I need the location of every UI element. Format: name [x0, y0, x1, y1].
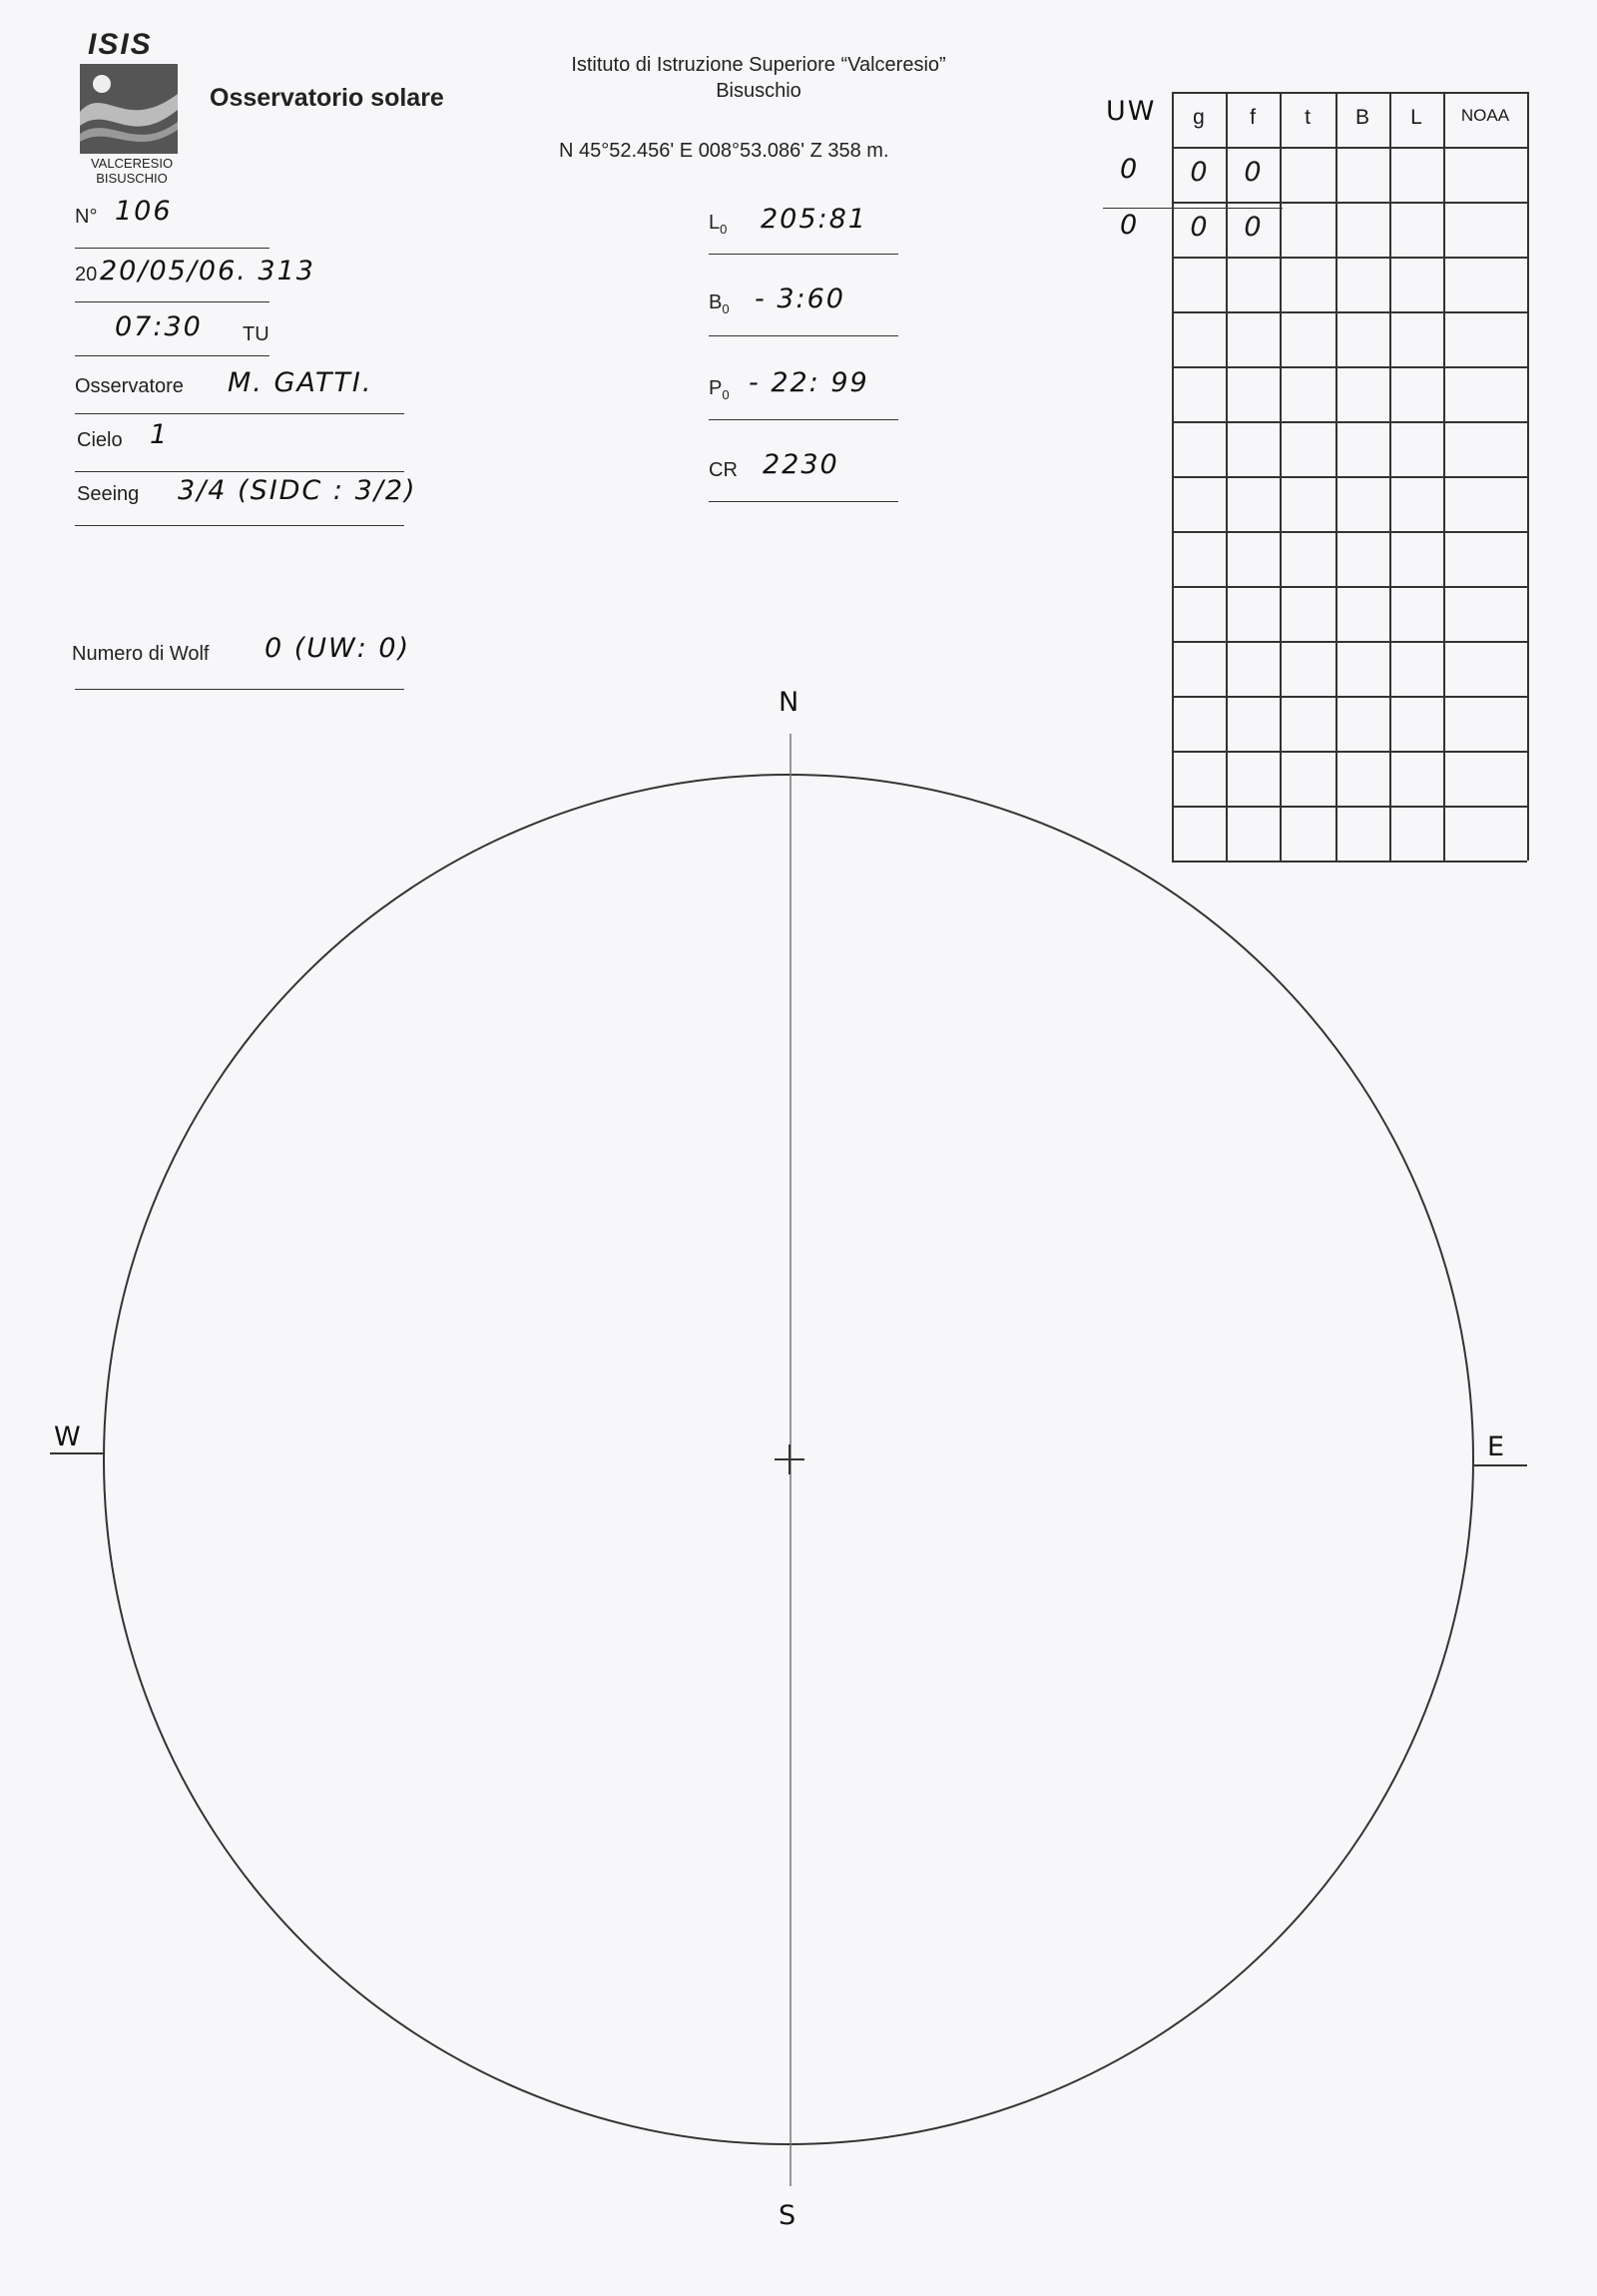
table-header-cell: g: [1193, 106, 1205, 129]
table-cell: 0: [1244, 157, 1262, 188]
table-cell: 0: [1190, 212, 1208, 243]
north-label: N: [779, 687, 801, 718]
uw-header: UW: [1106, 96, 1157, 127]
cr-label: CR: [709, 459, 738, 481]
wolf-label: Numero di Wolf: [72, 643, 210, 665]
observer-label: Osservatore: [75, 375, 184, 397]
institute-name: Istituto di Istruzione Superiore “Valceresio”: [571, 54, 946, 76]
seeing-value: 3/4 (SIDC : 3/2): [178, 475, 417, 506]
logo-text: ISIS: [88, 28, 153, 61]
p0-value: - 22: 99: [749, 367, 869, 398]
table-cell: 0: [1244, 212, 1262, 243]
time-value: 07:30: [115, 311, 203, 342]
date-value: 20/05/06. 313: [100, 256, 315, 287]
seeing-label: Seeing: [77, 483, 140, 505]
p0-label: $P_0$: [709, 377, 730, 402]
logo-line-2: BISUSCHIO: [96, 171, 168, 186]
table-cell: 0: [1190, 157, 1208, 188]
table-header-cell: L: [1410, 106, 1422, 129]
l0-value: 205:81: [761, 204, 867, 235]
table-header-cell: f: [1250, 106, 1256, 129]
east-label: E: [1487, 1432, 1507, 1462]
table-header-cell: NOAA: [1460, 106, 1510, 125]
number-value: 106: [115, 196, 173, 227]
observer-value: M. GATTI.: [228, 367, 373, 398]
l0-label: $L_0$: [709, 212, 728, 237]
time-unit: TU: [243, 323, 269, 345]
institute-town: Bisuschio: [716, 80, 801, 102]
sky-label: Cielo: [77, 429, 123, 451]
uw-row-1: 0: [1120, 154, 1140, 185]
south-label: S: [779, 2200, 798, 2231]
uw-row-2: 0: [1120, 210, 1140, 241]
b0-label: $B_0$: [709, 291, 730, 316]
logo-line-1: VALCERESIO: [90, 156, 174, 171]
cr-value: 2230: [763, 449, 839, 480]
page-title: Osservatorio solare: [210, 84, 444, 112]
table-header-cell: t: [1305, 106, 1311, 129]
date-prefix: 20: [75, 264, 98, 286]
table-header-cell: B: [1354, 106, 1369, 129]
west-label: W: [54, 1422, 83, 1452]
b0-value: - 3:60: [755, 284, 845, 314]
wolf-value: 0 (UW: 0): [265, 633, 411, 664]
sky-value: 1: [150, 419, 170, 450]
observatory-coordinates: N 45°52.456' E 008°53.086' Z 358 m.: [559, 140, 889, 162]
number-label: N°: [75, 206, 98, 228]
